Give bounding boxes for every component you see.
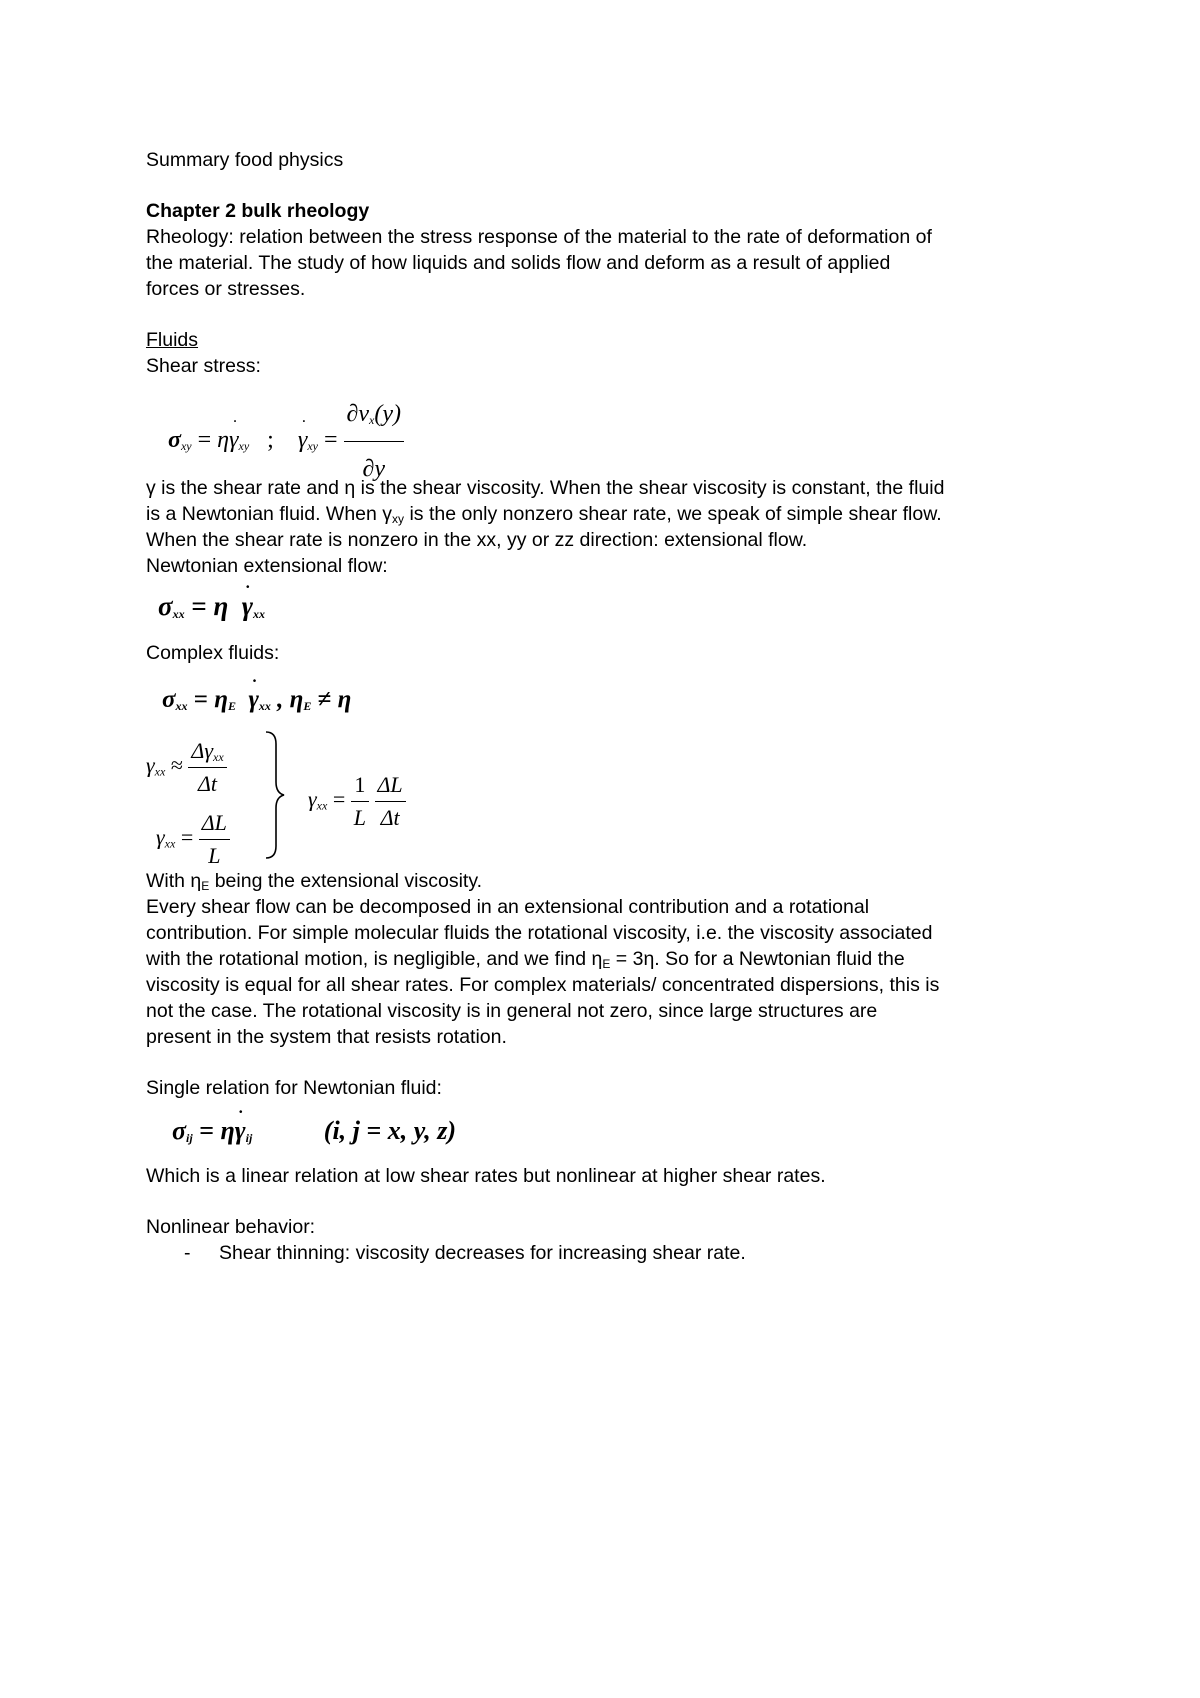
para2-line-4-pre: with the rotational motion, is negligible, and we find η	[146, 948, 603, 970]
eq3-sigma: σ	[162, 686, 176, 713]
eq4-gamma1: γ	[146, 752, 155, 778]
equation-general-newtonian	[172, 1113, 456, 1149]
equation-strain-rate	[308, 770, 406, 833]
eq4-gamma3-sub: xx	[316, 798, 328, 813]
para2-line-4	[146, 946, 905, 972]
shear-stress-label: Shear stress:	[146, 355, 261, 377]
equation-complex-extensional	[162, 683, 351, 717]
bullet-item: Shear thinning: viscosity decreases for increasing shear rate.	[219, 1242, 746, 1264]
eq3-equals: =	[193, 686, 208, 713]
eq5-sigma: σ	[172, 1116, 187, 1145]
chapter-heading: Chapter 2 bulk rheology	[146, 200, 370, 222]
eq4-equals: =	[180, 824, 194, 850]
rheology-line-3: forces or stresses.	[146, 278, 306, 300]
eq3-eta3: η	[337, 686, 352, 713]
para1-line-1: γ is the shear rate and η is the shear viscosity. When the shear viscosity is constant, the fluid	[146, 477, 945, 499]
para2-line-3: contribution. For simple molecular fluids the rotational viscosity, i.e. the viscosity associated	[146, 922, 933, 944]
para1-line-4: Newtonian extensional flow:	[146, 555, 388, 577]
eq5-eta: η	[220, 1116, 235, 1145]
para2-line-7: present in the system that resists rotation.	[146, 1026, 507, 1048]
eq2-gamma-sub: xx	[253, 607, 266, 621]
equation-strain-approx	[146, 736, 227, 799]
para2-line-5: viscosity is equal for all shear rates. For complex materials/ concentrated dispersions, this is	[146, 974, 940, 996]
eq3-eta: η	[214, 686, 228, 713]
eq1-den: ∂y	[362, 456, 386, 482]
eq4-approx: ≈	[170, 752, 183, 778]
eq3-eta2: η	[289, 686, 304, 713]
right-brace-icon	[262, 730, 288, 860]
eq1-sigma: σ	[168, 427, 181, 454]
eq3-gamma-sub: xx	[258, 699, 271, 713]
eq1-eta: η	[217, 427, 230, 454]
para1-line-2-sub: xy	[392, 512, 405, 526]
para1-line-2	[146, 501, 942, 527]
eq4-f3-num: 1	[351, 770, 369, 802]
eq3-gamma: γ ˙	[248, 683, 258, 717]
eq3-comma: ,	[277, 686, 284, 713]
eq5-equals: =	[199, 1116, 215, 1145]
eq3-not-equal: ≠	[317, 686, 332, 713]
para2-line-2: Every shear flow can be decomposed in an extensional contribution and a rotational	[146, 896, 870, 918]
eq4-fraction-3	[351, 770, 369, 833]
para1-line-3: When the shear rate is nonzero in the xx, yy or zz direction: extensional flow.	[146, 529, 808, 551]
para2-line-4-post: = 3η. So for a Newtonian fluid the	[610, 948, 905, 970]
eq4-f3-den: L	[353, 805, 366, 830]
eq2-sub: xx	[172, 607, 185, 621]
eq1-num-sub: x	[369, 413, 375, 427]
para2-line-1-sub: E	[201, 879, 210, 893]
eq4-equals3: =	[332, 786, 346, 812]
eq5-gamma: γ ˙	[235, 1113, 246, 1149]
para2-line-1-pre: With η	[146, 870, 202, 892]
complex-fluids-label: Complex fluids:	[146, 642, 280, 664]
eq1-gamma-sub: xy	[238, 439, 250, 454]
rheology-line-1: Rheology: relation between the stress response of the material to the rate of deformation of	[146, 226, 932, 248]
eq4-gamma2-sub: xx	[164, 836, 176, 851]
eq4-f1-den: Δt	[198, 771, 218, 796]
eq4-f1-num: Δγ	[191, 738, 213, 763]
eq5-gamma-sub: ij	[245, 1131, 253, 1145]
eq1-equals: =	[197, 427, 212, 454]
eq4-f2-num: ΔL	[199, 808, 230, 840]
eq4-fraction-4	[375, 770, 406, 833]
eq4-f4-den: Δt	[380, 805, 400, 830]
eq3-eta-sub: E	[227, 699, 236, 713]
linear-relation-text: Which is a linear relation at low shear rates but nonlinear at higher shear rates.	[146, 1165, 826, 1187]
eq4-f2-den: L	[208, 843, 221, 868]
eq2-eta: η	[213, 591, 229, 621]
eq1-gamma2-sub: xy	[307, 439, 318, 454]
para1-line-2-post: is the only nonzero shear rate, we speak of simple shear flow.	[404, 503, 942, 525]
eq4-gamma2: γ	[156, 824, 165, 850]
eq1-gamma2: γ ˙	[298, 414, 307, 466]
eq5-sub: ij	[186, 1131, 193, 1145]
eq4-f1-num-sub: xx	[213, 750, 224, 764]
para2-line-4-sub: E	[602, 957, 611, 971]
eq1-gamma: γ ˙	[229, 414, 238, 466]
eq1-sigma-sub: xy	[180, 439, 192, 454]
para2-line-1	[146, 868, 482, 894]
eq3-sub: xx	[175, 699, 188, 713]
eq1-num-arg: (y)	[374, 401, 401, 427]
eq4-gamma3: γ	[308, 786, 317, 812]
bullet-dash: -	[184, 1242, 191, 1264]
rheology-line-2: the material. The study of how liquids and solids flow and deform as a result of applied	[146, 252, 891, 274]
nonlinear-label: Nonlinear behavior:	[146, 1216, 316, 1238]
eq4-gamma1-sub: xx	[154, 764, 166, 779]
para2-line-6: not the case. The rotational viscosity is in general not zero, since large structures are	[146, 1000, 878, 1022]
eq2-sigma: σ	[158, 591, 173, 621]
eq4-fraction-1	[188, 736, 226, 799]
eq4-fraction-2	[199, 808, 230, 871]
single-relation-label: Single relation for Newtonian fluid:	[146, 1077, 442, 1099]
document-title: Summary food physics	[146, 149, 344, 171]
eq3-eta2-sub: E	[303, 699, 312, 713]
fluids-heading: Fluids	[146, 329, 199, 351]
eq2-gamma: γ ˙	[242, 588, 253, 624]
equation-strain-exact	[156, 808, 230, 871]
eq1-equals2: =	[323, 427, 338, 454]
para1-line-2-pre: is a Newtonian fluid. When γ	[146, 503, 393, 525]
eq4-f4-num: ΔL	[375, 770, 406, 802]
eq2-equals: =	[191, 591, 207, 621]
eq1-separator: ;	[267, 427, 274, 454]
para2-line-1-post: being the extensional viscosity.	[209, 870, 483, 892]
eq5-condition: (i, j = x, y, z)	[323, 1116, 457, 1145]
equation-newtonian-extensional	[158, 588, 265, 624]
eq1-num-partial: ∂v	[346, 401, 370, 427]
